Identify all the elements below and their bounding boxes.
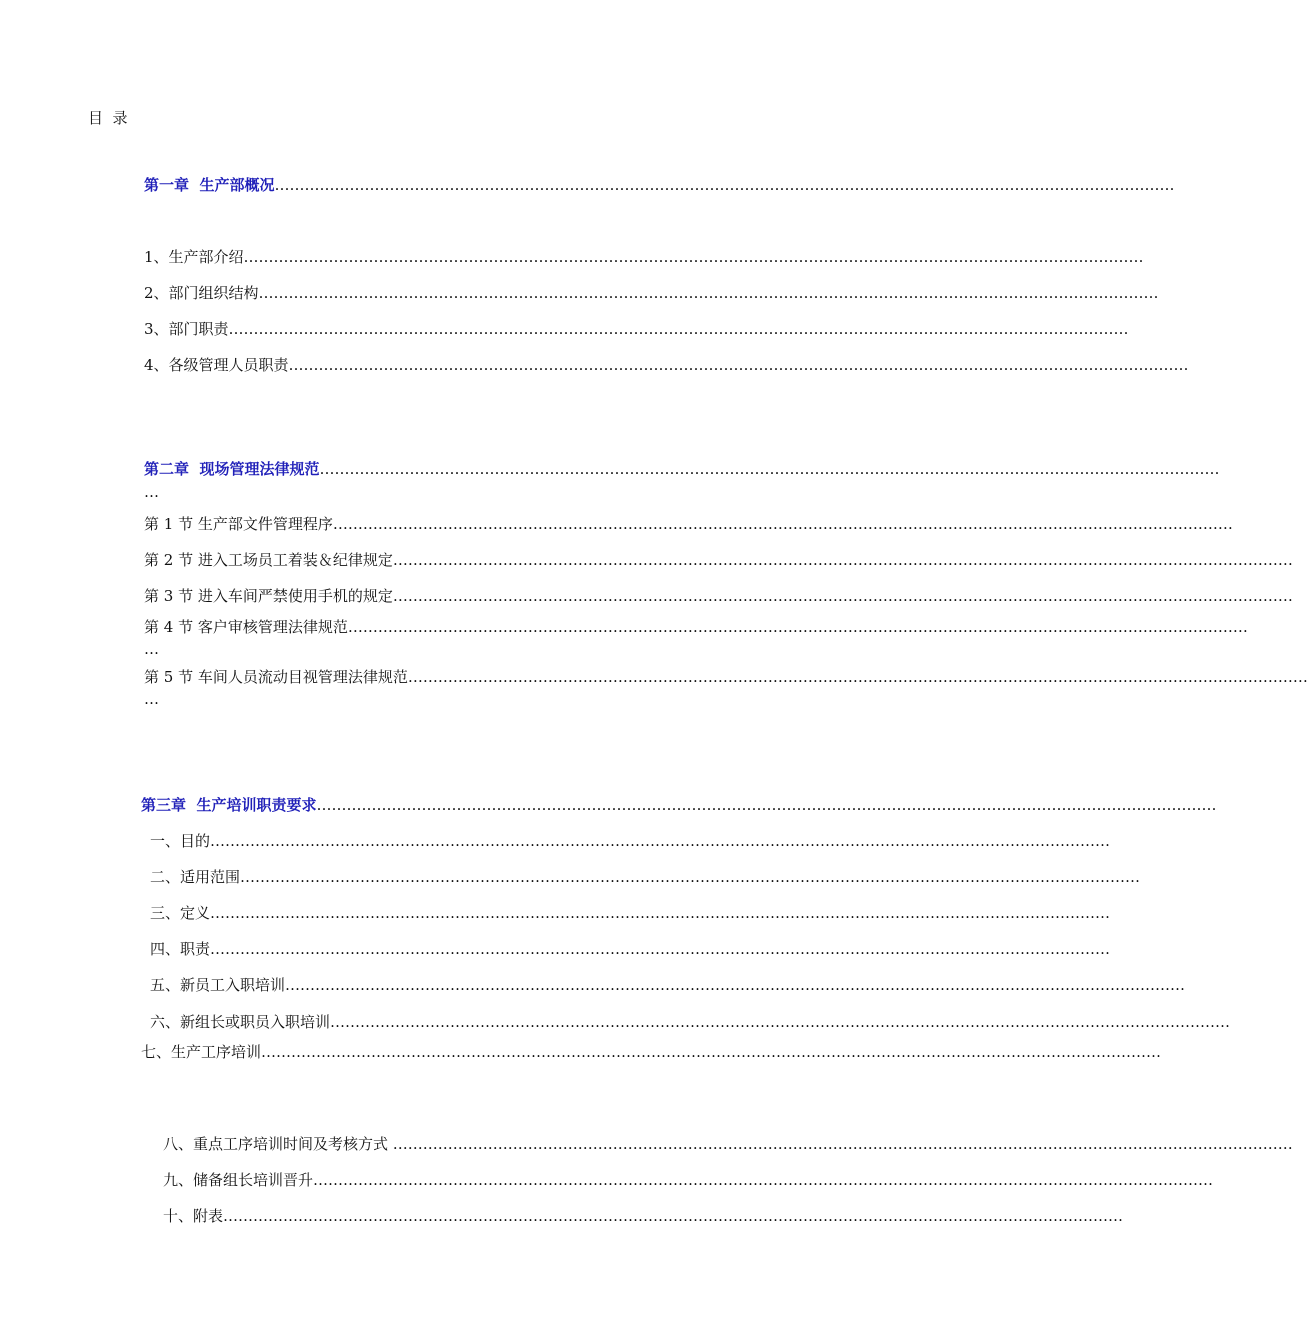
entry-label: 九、储备组长培训晋升 <box>163 1171 314 1189</box>
chapter-3-heading[interactable] <box>141 795 1217 815</box>
entry-label: 3、部门职责 <box>144 320 229 338</box>
leader-dots: ……………………………………………………………………………………………………………………………………………………………… <box>316 796 1217 814</box>
leader-dots: ……………………………………………………………………………………………………………………………………………………………… <box>332 515 1233 533</box>
toc-entry[interactable] <box>150 1012 1231 1032</box>
toc-entry[interactable] <box>150 831 1111 851</box>
toc-entry[interactable] <box>144 550 1293 570</box>
leader-dots: ……………………………………………………………………………………………………………………………………………………………… <box>392 587 1293 605</box>
chapter-3-title: 第三章 生产培训职责要求 <box>141 796 317 814</box>
chapter-1-title: 第一章 生产部概况 <box>144 176 275 194</box>
entry-label: 4、各级管理人员职责 <box>144 356 289 374</box>
toc-entry[interactable] <box>150 867 1141 887</box>
leader-dots: ……………………………………………………………………………………………………………………………………………………………… <box>210 904 1111 922</box>
leader-dots: ……………………………………………………………………………………………………………………………………………………………… <box>243 248 1144 266</box>
entry-label: 一、目的 <box>150 832 211 850</box>
leader-dots: ……………………………………………………………………………………………………………………………………………………………… <box>210 832 1111 850</box>
entry-label: 第 5 节 车间人员流动目视管理法律规范 <box>144 668 408 686</box>
toc-entry[interactable] <box>150 903 1111 923</box>
toc-entry[interactable] <box>144 617 1248 637</box>
entry-leader-continuation: … <box>144 640 159 658</box>
toc-entry[interactable] <box>150 939 1111 959</box>
toc-entry[interactable] <box>141 1042 1162 1062</box>
entry-label: 七、生产工序培训 <box>141 1043 262 1061</box>
leader-dots: ……………………………………………………………………………………………………………………………………………………………… <box>313 1171 1214 1189</box>
leader-dots: ……………………………………………………………………………………………………………………………………………………………… <box>347 618 1248 636</box>
entry-label: 二、适用范围 <box>150 868 241 886</box>
leader-dots: ……………………………………………………………………………………………………………………………………………………………… <box>285 976 1186 994</box>
leader-dots: ……………………………………………………………………………………………………………………………………………………………… <box>407 668 1308 686</box>
entry-label: 三、定义 <box>150 904 211 922</box>
entry-label: 四、职责 <box>150 940 211 958</box>
toc-entry[interactable] <box>144 319 1129 339</box>
chapter-2-title: 第二章 现场管理法律规范 <box>144 460 320 478</box>
toc-entry[interactable] <box>144 667 1308 687</box>
leader-dots: ……………………………………………………………………………………………………………………………………………………………… <box>288 356 1189 374</box>
toc-entry[interactable] <box>144 586 1293 606</box>
leader-dots: ……………………………………………………………………………………………………………………………………………………………… <box>210 940 1111 958</box>
toc-entry[interactable] <box>144 283 1159 303</box>
entry-label: 2、部门组织结构 <box>144 284 259 302</box>
leader-dots: ……………………………………………………………………………………………………………………………………………………………… <box>228 320 1129 338</box>
toc-entry[interactable] <box>144 247 1144 267</box>
leader-dots: ……………………………………………………………………………………………………………………………………………………………… <box>223 1207 1124 1225</box>
entry-label: 第 4 节 客户审核管理法律规范 <box>144 618 348 636</box>
leader-dots: ……………………………………………………………………………………………………………………………………………………………… <box>319 460 1220 478</box>
chapter-2-heading[interactable] <box>144 459 1220 479</box>
toc-entry[interactable] <box>163 1170 1214 1190</box>
leader-dots: ……………………………………………………………………………………………………………………………………………………………… <box>240 868 1141 886</box>
entry-label: 第 3 节 进入车间严禁使用手机的规定 <box>144 587 393 605</box>
toc-entry[interactable] <box>144 514 1233 534</box>
entry-label: 第 1 节 生产部文件管理程序 <box>144 515 333 533</box>
toc-entry[interactable] <box>163 1134 1293 1154</box>
chapter-1-heading[interactable] <box>144 175 1175 195</box>
leader-dots: ……………………………………………………………………………………………………………………………………………………………… <box>330 1013 1231 1031</box>
entry-label: 八、重点工序培训时间及考核方式 <box>163 1135 393 1153</box>
entry-leader-continuation: … <box>144 690 159 708</box>
entry-label: 十、附表 <box>163 1207 224 1225</box>
entry-label: 六、新组长或职员入职培训 <box>150 1013 331 1031</box>
toc-entry[interactable] <box>163 1206 1124 1226</box>
entry-label: 1、生产部介绍 <box>144 248 244 266</box>
leader-dots: ……………………………………………………………………………………………………………………………………………………………… <box>392 1135 1293 1153</box>
leader-dots: ……………………………………………………………………………………………………………………………………………………………… <box>392 551 1293 569</box>
toc-entry[interactable] <box>150 975 1186 995</box>
entry-label: 第 2 节 进入工场员工着装＆纪律规定 <box>144 551 393 569</box>
leader-dots: ……………………………………………………………………………………………………………………………………………………………… <box>258 284 1159 302</box>
chapter-2-leader-continuation: … <box>144 483 159 501</box>
leader-dots: ……………………………………………………………………………………………………………………………………………………………… <box>261 1043 1162 1061</box>
toc-entry[interactable] <box>144 355 1189 375</box>
toc-title: 目 录 <box>88 109 128 127</box>
leader-dots: ……………………………………………………………………………………………………………………………………………………………… <box>274 176 1175 194</box>
entry-label: 五、新员工入职培训 <box>150 976 286 994</box>
